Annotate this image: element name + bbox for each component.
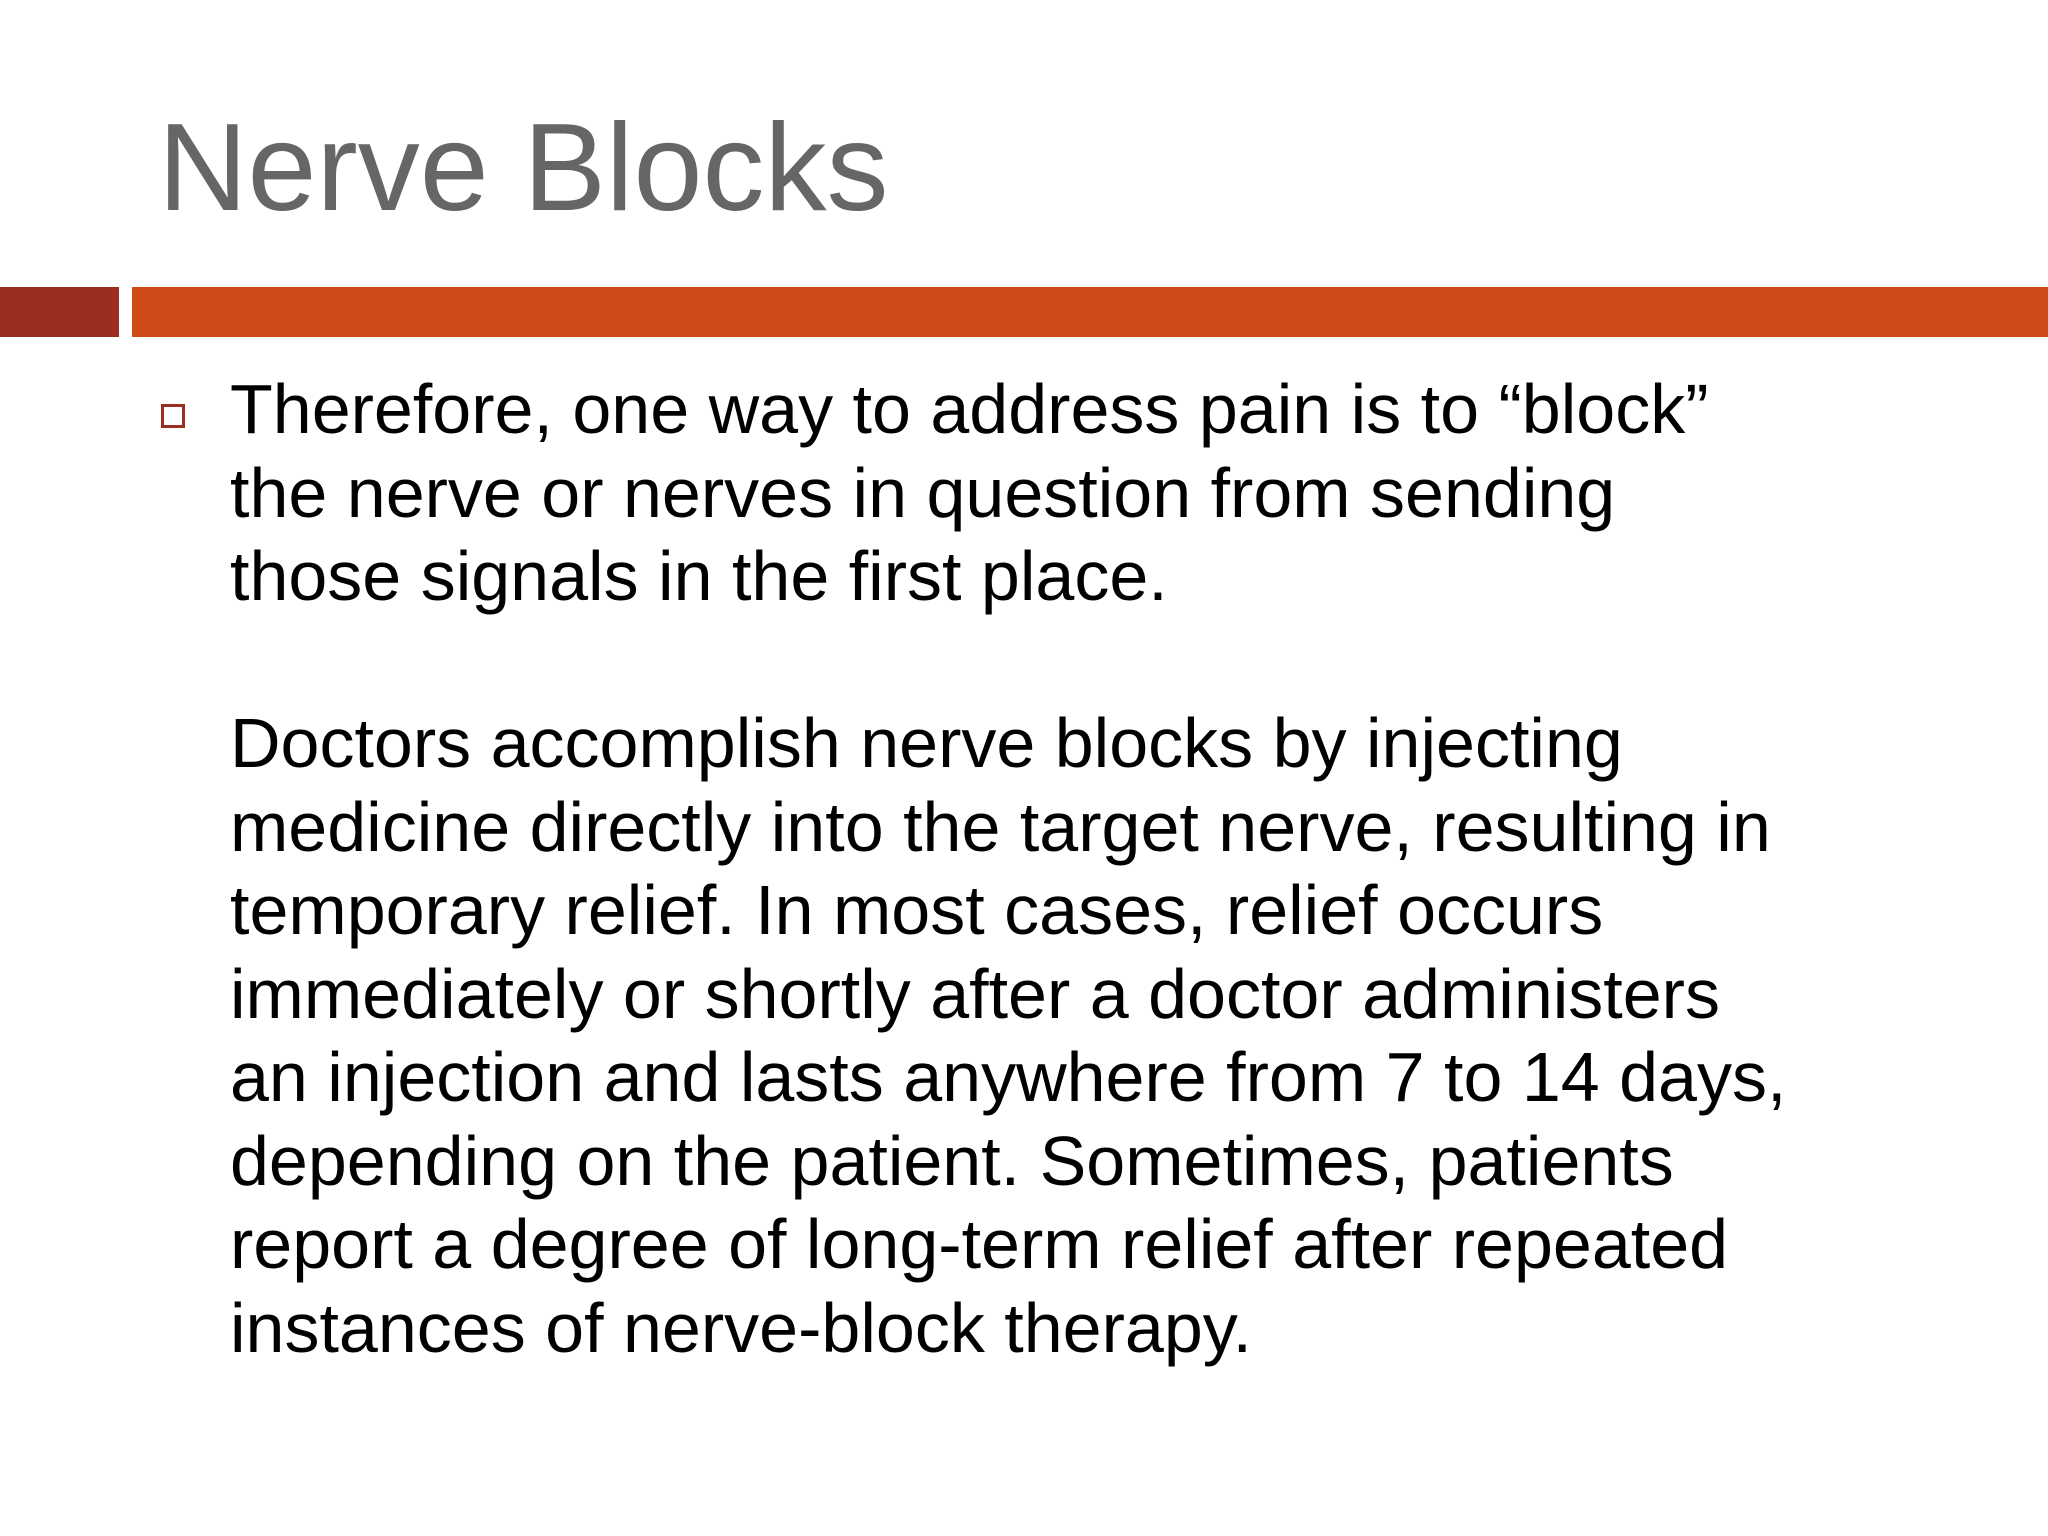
bullet-line: those signals in the first place. xyxy=(230,537,1168,615)
slide-content xyxy=(161,368,2001,1370)
bullet-item xyxy=(161,368,2001,1370)
hollow-square-bullet-icon xyxy=(161,404,185,428)
bullet-line: temporary relief. In most cases, relief occurs xyxy=(230,871,1604,949)
bullet-line: immediately or shortly after a doctor administers xyxy=(230,954,1720,1033)
bullet-line: the nerve or nerves in question from sending xyxy=(230,453,1616,532)
bullet-line: medicine directly into the target nerve, resulting in xyxy=(230,787,1771,866)
slide-title: Nerve Blocks xyxy=(158,99,889,237)
bullet-line: depending on the patient. Sometimes, patients xyxy=(230,1121,1674,1200)
bullet-line: instances of nerve-block therapy. xyxy=(230,1288,1253,1367)
bullet-text xyxy=(230,368,2001,1370)
bullet-line: Therefore, one way to address pain is to “block” xyxy=(230,370,1709,448)
title-accent-block xyxy=(0,287,119,337)
paragraph-gap xyxy=(230,619,2001,703)
title-accent-bar xyxy=(132,287,2048,337)
bullet-line: report a degree of long-term relief after repeated xyxy=(230,1205,1729,1283)
bullet-line: Doctors accomplish nerve blocks by injecting xyxy=(230,704,1623,782)
bullet-line: an injection and lasts anywhere from 7 to 14 days, xyxy=(230,1038,1787,1116)
